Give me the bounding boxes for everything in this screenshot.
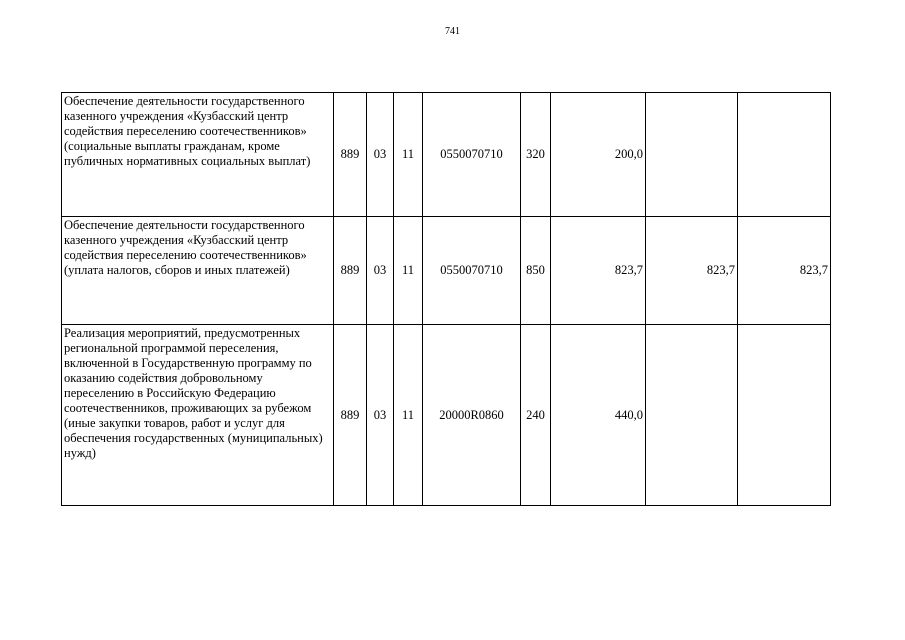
row-description: Реализация мероприятий, предусмотренных региональной программой переселения, включенной в Государственную программу по оказанию содействия добровольному переселению в Российскую Федерацию соотечественников, проживающих за рубежом (иные закупки товаров, работ и услуг для обеспечения государственных (муниципальных) нужд) bbox=[62, 325, 334, 506]
target-code: 0550070710 bbox=[423, 93, 521, 217]
amount-3 bbox=[738, 93, 831, 217]
section-code: 03 bbox=[367, 217, 394, 325]
section-code: 03 bbox=[367, 93, 394, 217]
amount-1: 440,0 bbox=[551, 325, 646, 506]
budget-table bbox=[61, 92, 831, 506]
subsection-code: 11 bbox=[394, 217, 423, 325]
row-description: Обеспечение деятельности государственного казенного учреждения «Кузбасский центр содействия переселению соотечественников» (уплата налогов, сборов и иных платежей) bbox=[62, 217, 334, 325]
row-description: Обеспечение деятельности государственного казенного учреждения «Кузбасский центр содействия переселению соотечественников» (социальные выплаты гражданам, кроме публичных нормативных социальных выплат) bbox=[62, 93, 334, 217]
amount-3: 823,7 bbox=[738, 217, 831, 325]
ministry-code: 889 bbox=[334, 93, 367, 217]
amount-3 bbox=[738, 325, 831, 506]
table-row bbox=[62, 325, 831, 506]
page-number: 741 bbox=[445, 26, 460, 37]
expense-type-code: 320 bbox=[521, 93, 551, 217]
amount-2 bbox=[646, 325, 738, 506]
subsection-code: 11 bbox=[394, 93, 423, 217]
subsection-code: 11 bbox=[394, 325, 423, 506]
amount-2: 823,7 bbox=[646, 217, 738, 325]
target-code: 20000R0860 bbox=[423, 325, 521, 506]
expense-type-code: 850 bbox=[521, 217, 551, 325]
amount-1: 200,0 bbox=[551, 93, 646, 217]
target-code: 0550070710 bbox=[423, 217, 521, 325]
table-row bbox=[62, 217, 831, 325]
amount-1: 823,7 bbox=[551, 217, 646, 325]
table-row bbox=[62, 93, 831, 217]
section-code: 03 bbox=[367, 325, 394, 506]
amount-2 bbox=[646, 93, 738, 217]
ministry-code: 889 bbox=[334, 325, 367, 506]
expense-type-code: 240 bbox=[521, 325, 551, 506]
ministry-code: 889 bbox=[334, 217, 367, 325]
